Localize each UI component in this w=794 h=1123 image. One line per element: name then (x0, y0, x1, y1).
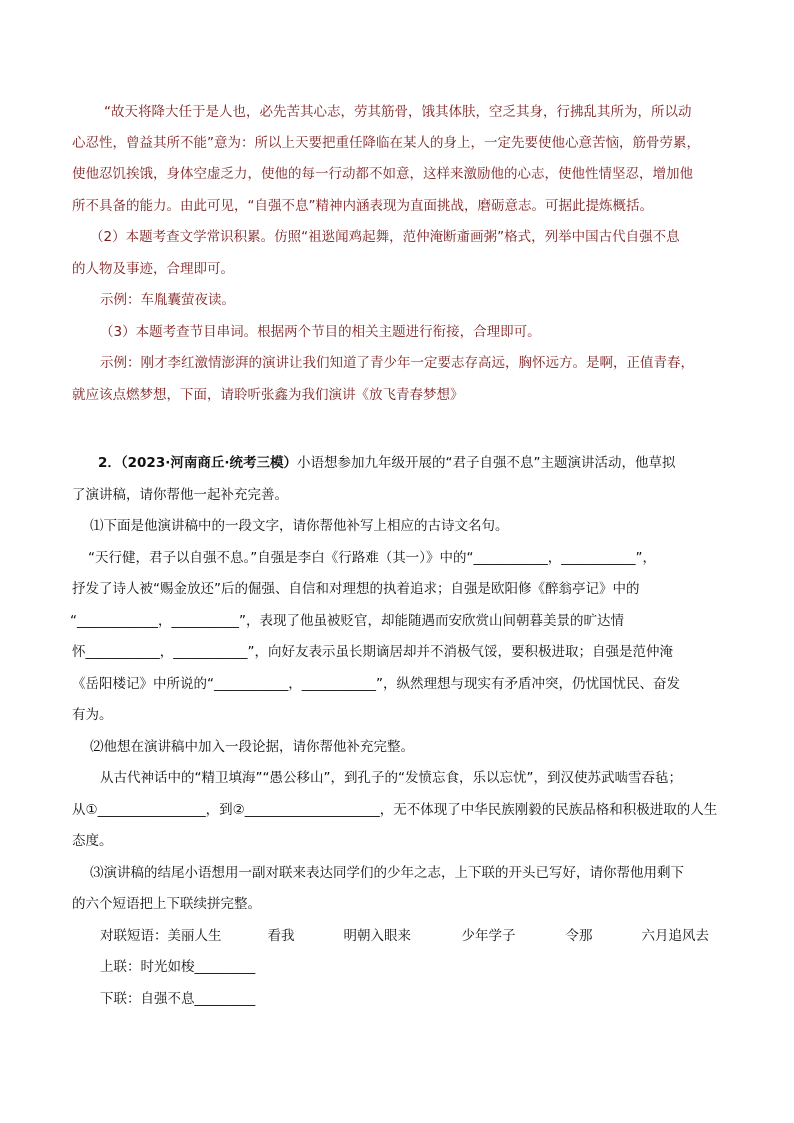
phrase-item: 明朝入眼来 (343, 928, 411, 944)
part3-title: ⑶演讲稿的结尾小语想用一副对联来表达同学们的少年之志，上下联的开头已写好，请你帮他用剩下 (90, 865, 684, 881)
part2-line: 从①________________，到②____________________，无不体现了中华民族刚毅的民族品格和积极进取的人生 (72, 802, 718, 818)
answer-line: 的人物及事迹，合理即可。 (72, 261, 234, 277)
part1-line: 《岳阳楼记》中所说的“___________，___________”，纵然理想与现实有矛盾冲突，仍忧国忧民、奋发 (72, 676, 680, 692)
question-number-source: 2．（2023·河南商丘·统考三模） (98, 455, 297, 471)
phrase-item: 少年学子 (461, 928, 516, 944)
part2-line: 从古代神话中的“精卫填海”“愚公移山”，到孔子的“发愤忘食，乐以忘忧”，到汉使苏武啮雪吞毡； (100, 770, 682, 786)
answer-example: 示例：车胤囊萤夜读。 (100, 292, 235, 308)
question-intro (98, 453, 675, 473)
answer-line: （3）本题考查节目串词。根据两个节目的相关主题进行衔接，合理即可。 (100, 324, 541, 340)
part1-title: ⑴下面是他演讲稿中的一段文字，请你帮他补写上相应的古诗文名句。 (90, 518, 509, 534)
phrases-label: 对联短语： (100, 928, 168, 944)
part1-line: “____________，__________”，表现了他虽被贬官，却能随遇而安欣赏山间朝暮美景的旷达情 (70, 613, 624, 629)
phrase-item: 令那 (565, 928, 593, 944)
part1-line: 有为。 (72, 707, 113, 723)
answer-line: 使他忍饥挨饿，身体空虚乏力，使他的每一行动都不如意，这样来激励他的心志，使他性情坚忍，增加他 (72, 166, 693, 182)
upper-couplet: 上联：时光如梭_________ (100, 959, 256, 975)
phrase-item: 看我 (267, 928, 295, 944)
answer-example: 示例：刚才李红激情澎湃的演讲让我们知道了青少年一定要志存高远，胸怀远方。是啊，正值青春， (100, 355, 694, 371)
answer-line: （2）本题考查文学常识积累。仿照“祖逖闻鸡起舞，范仲淹断齑画粥”格式，列举中国古代自强不息 (90, 229, 680, 245)
lower-couplet: 下联：自强不息_________ (100, 991, 256, 1007)
answer-line: 就应该点燃梦想，下面，请聆听张鑫为我们演讲《放飞青春梦想》 (72, 387, 464, 403)
part2-line: 态度。 (72, 833, 113, 849)
question-intro-text: 小语想参加九年级开展的“君子自强不息”主题演讲活动，他草拟 (296, 455, 676, 471)
couplet-phrases (100, 926, 709, 946)
answer-line: 所不具备的能力。由此可见，“自强不息”精神内涵表现为直面挑战，磨砺意志。可据此提炼概括。 (72, 198, 653, 214)
part1-line: 抒发了诗人被“赐金放还”后的倔强、自信和对理想的执着追求；自强是欧阳修《醉翁亭记》中的 (72, 581, 640, 597)
phrase-item: 六月追风去 (641, 928, 709, 944)
phrase-item: 美丽人生 (167, 928, 222, 944)
question-intro-line2: 了演讲稿，请你帮他一起补充完善。 (72, 487, 288, 503)
answer-line: 心忍性，曾益其所不能”意为：所以上天要把重任降临在某人的身上，一定先要使他心意苦恼，筋骨劳累， (72, 135, 700, 151)
part1-line: “天行健，君子以自强不息。”自强是李白《行路难（其一）》中的“___________，___________”， (88, 550, 656, 566)
part3-line: 的六个短语把上下联续拼完整。 (72, 896, 261, 912)
part1-line: 怀___________，___________”，向好友表示虽长期谪居却并不消极气馁，要积极进取；自强是范仲淹 (72, 644, 673, 660)
part2-title: ⑵他想在演讲稿中加入一段论据，请你帮他补充完整。 (90, 739, 414, 755)
answer-line: “故天将降大任于是人也，必先苦其心志，劳其筋骨，饿其体肤，空乏其身，行拂乱其所为，所以动 (104, 104, 692, 120)
